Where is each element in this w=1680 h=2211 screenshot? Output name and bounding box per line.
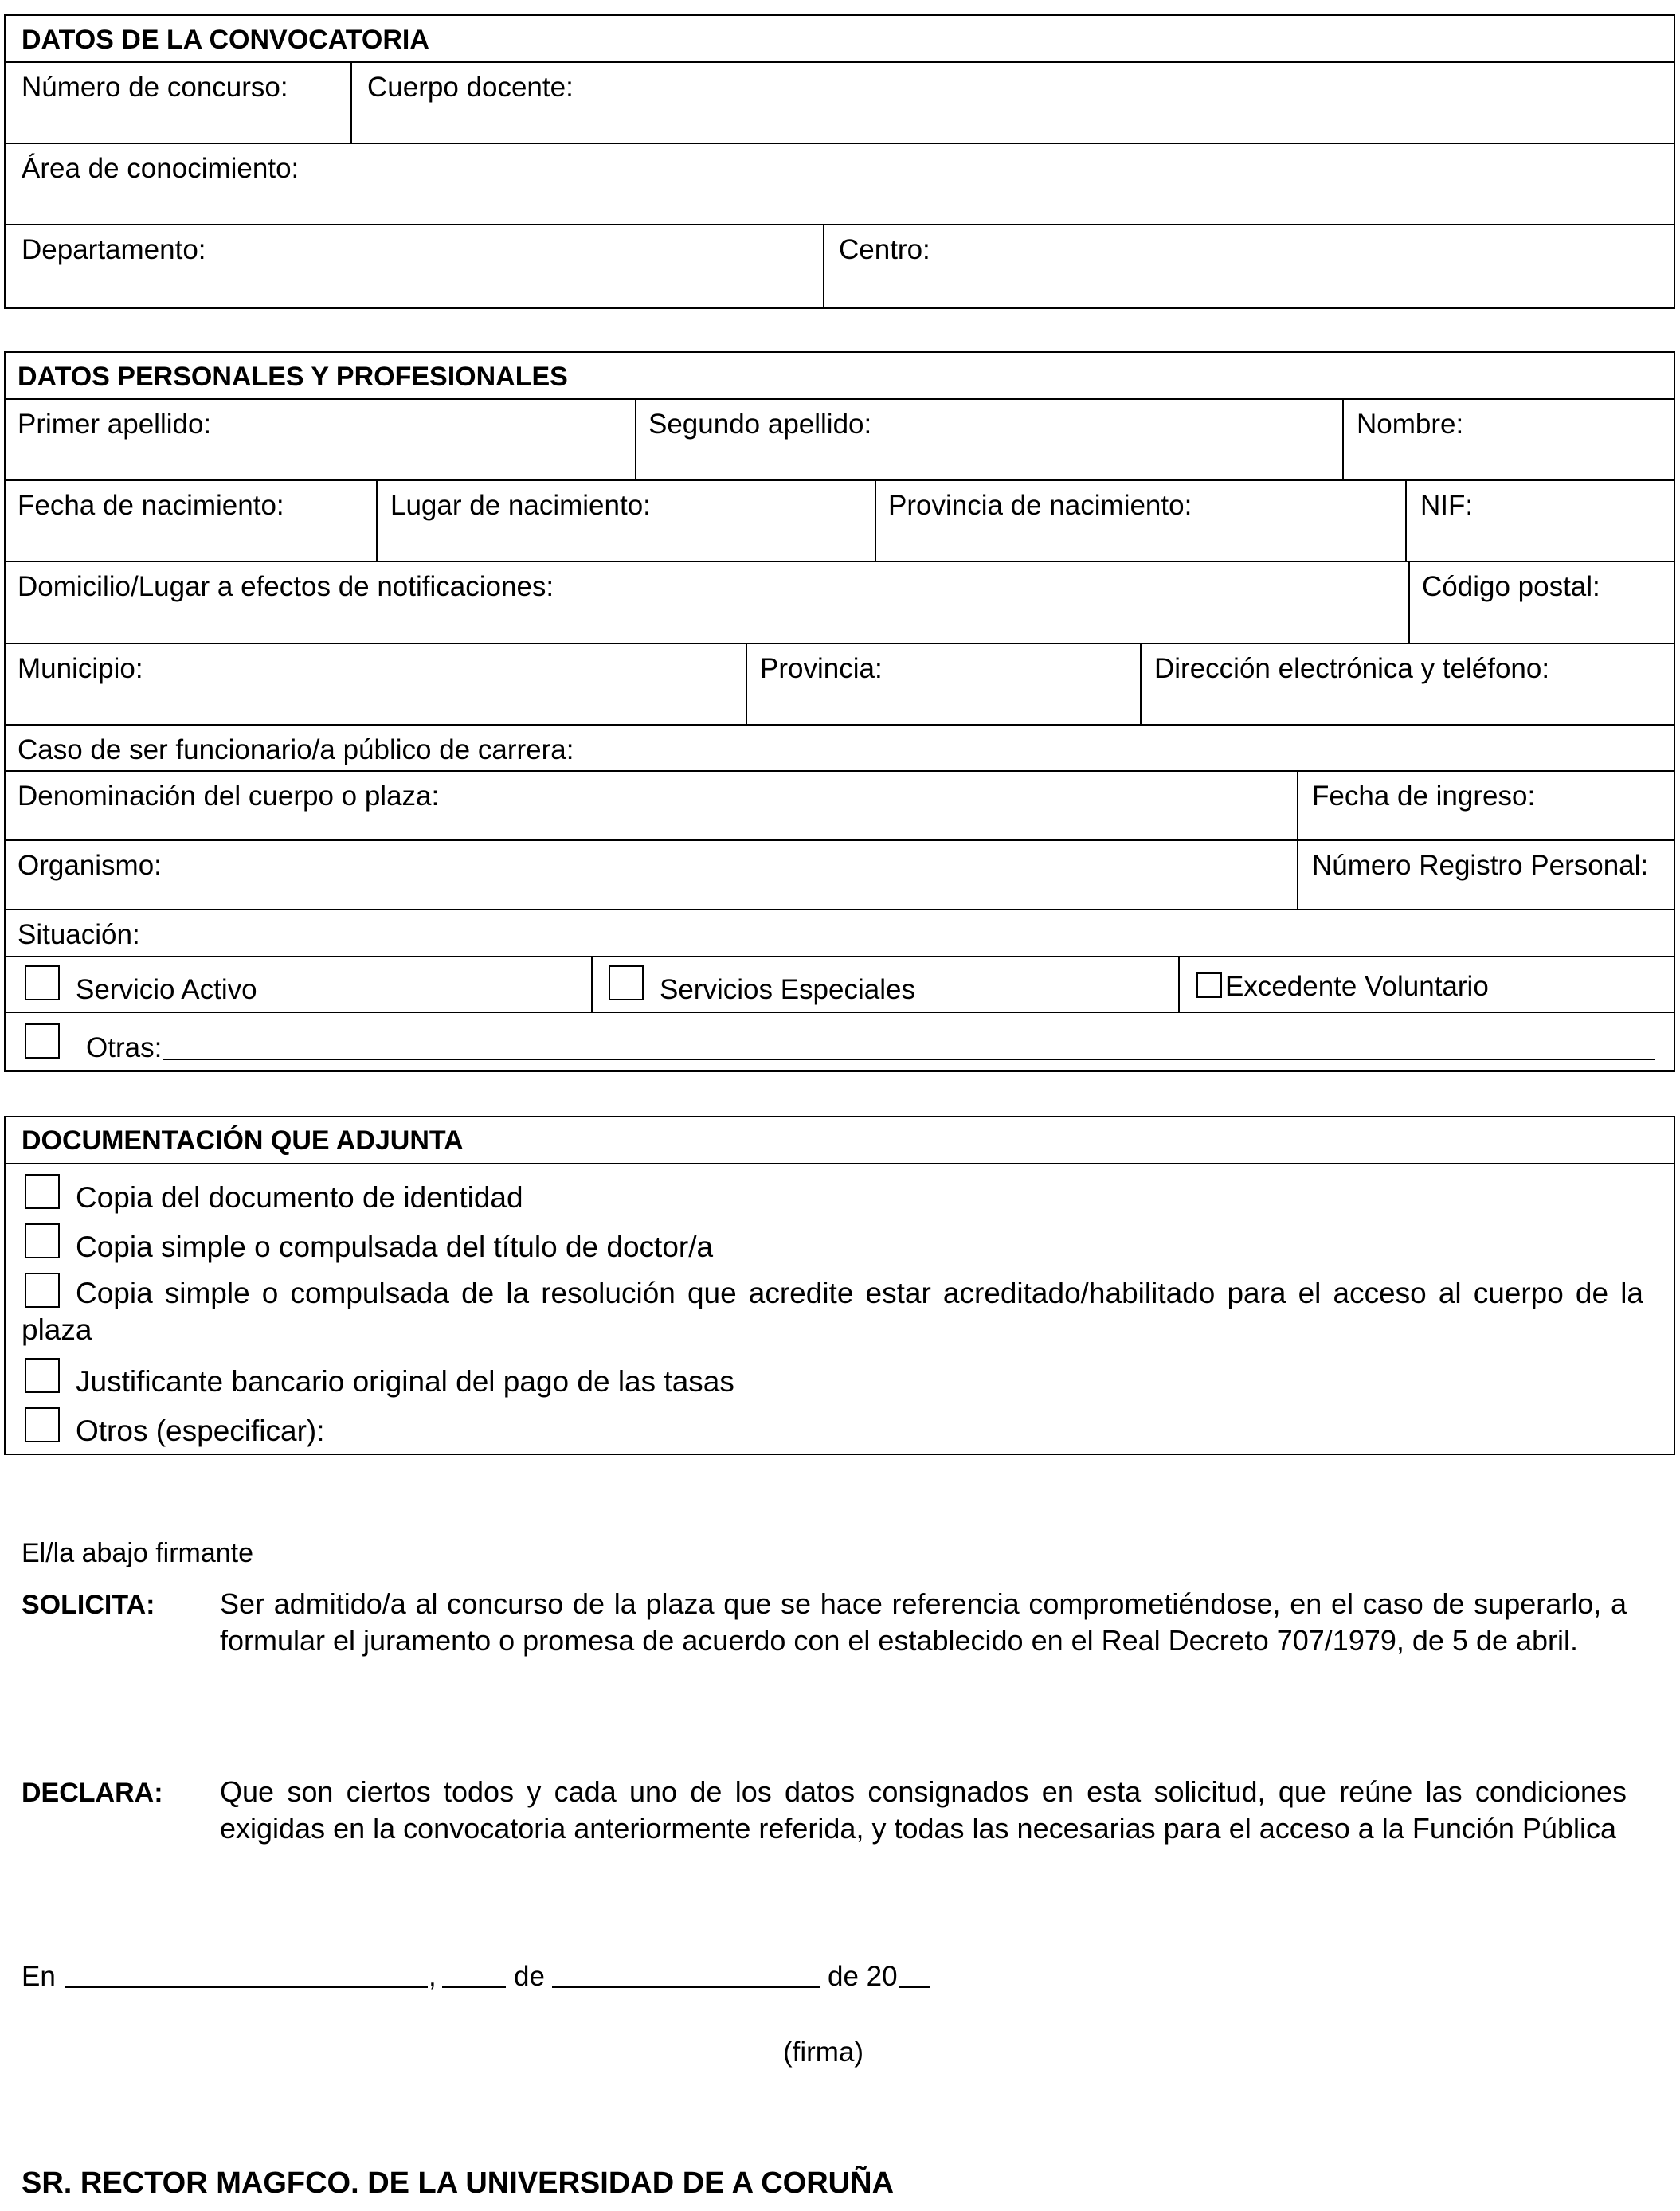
doc-resolucion-label: Copia simple o compulsada de la resolución que acredite estar acreditado/habilitado para el acceso al cuerpo de la plaza (22, 1277, 1643, 1346)
divider (350, 61, 352, 143)
doc-otros-checkbox[interactable] (25, 1407, 60, 1442)
mes-line[interactable] (552, 1986, 820, 1988)
fecha-ingreso-field[interactable]: Fecha de ingreso: (1312, 781, 1536, 812)
divider (4, 224, 1675, 225)
municipio-field[interactable]: Municipio: (18, 653, 143, 684)
doc-titulo-checkbox[interactable] (25, 1223, 60, 1258)
numero-concurso-field[interactable]: Número de concurso: (22, 72, 288, 103)
divider (1178, 956, 1180, 1012)
divider (4, 143, 1675, 144)
centro-field[interactable]: Centro: (839, 234, 930, 265)
destinatario: SR. RECTOR MAGFCO. DE LA UNIVERSIDAD DE A CORUÑA (22, 2166, 895, 2200)
segundo-apellido-field[interactable]: Segundo apellido: (648, 409, 872, 440)
nif-field[interactable]: NIF: (1420, 490, 1474, 521)
divider (1408, 561, 1410, 643)
divider (4, 1012, 1675, 1013)
divider (376, 479, 378, 561)
excedente-voluntario-checkbox[interactable] (1196, 972, 1222, 998)
lugar-line[interactable] (65, 1986, 428, 1988)
doc-titulo-label: Copia simple o compulsada del título de doctor/a (76, 1231, 714, 1263)
divider (4, 770, 1675, 772)
divider (875, 479, 876, 561)
nombre-field[interactable]: Nombre: (1357, 409, 1464, 440)
documentacion-header: DOCUMENTACIÓN QUE ADJUNTA (22, 1125, 464, 1156)
provincia-field[interactable]: Provincia: (760, 653, 883, 684)
direccion-electronica-field[interactable]: Dirección electrónica y teléfono: (1154, 653, 1550, 684)
divider (1297, 770, 1298, 909)
provincia-nacimiento-field[interactable]: Provincia de nacimiento: (888, 490, 1192, 521)
firmante-text: El/la abajo firmante (22, 1538, 254, 1568)
divider (4, 479, 1675, 481)
divider (1140, 643, 1142, 724)
divider (4, 398, 1675, 400)
declara-label: DECLARA: (22, 1778, 163, 1808)
divider (635, 398, 636, 479)
divider (4, 61, 1675, 63)
divider (4, 956, 1675, 957)
doc-justificante-checkbox[interactable] (25, 1358, 60, 1393)
servicio-activo-label: Servicio Activo (76, 974, 257, 1005)
solicita-text: Ser admitido/a al concurso de la plaza que se hace referencia comprometiéndose, en el caso de superarlo, a formular el juramento o promesa de acuerdo con el establecido en el Real Decreto 707/1979, de 5 de abril. (220, 1587, 1627, 1657)
codigo-postal-field[interactable]: Código postal: (1422, 571, 1600, 602)
doc-justificante-label: Justificante bancario original del pago de las tasas (76, 1365, 734, 1398)
dia-line[interactable] (442, 1986, 506, 1988)
servicios-especiales-checkbox[interactable] (609, 965, 644, 1000)
personales-section (4, 351, 1675, 1072)
divider (4, 643, 1675, 644)
servicios-especiales-label: Servicios Especiales (660, 974, 915, 1005)
declara-text: Que son ciertos todos y cada uno de los datos consignados en esta solicitud, que reúne las condiciones exigidas en la convocatoria anteriormente referida, y todas las necesarias para el acceso a la Función Pública (220, 1775, 1627, 1845)
personales-header: DATOS PERSONALES Y PROFESIONALES (18, 362, 568, 392)
fecha-nacimiento-field[interactable]: Fecha de nacimiento: (18, 490, 284, 521)
de-label-2: de 20 (828, 1961, 898, 1992)
caso-funcionario-label: Caso de ser funcionario/a público de carrera: (18, 734, 574, 765)
situacion-label: Situación: (18, 919, 140, 950)
doc-otros-label: Otros (especificar): (76, 1415, 325, 1447)
comma: , (429, 1961, 437, 1992)
numero-registro-field[interactable]: Número Registro Personal: (1312, 850, 1649, 881)
doc-identidad-checkbox[interactable] (25, 1174, 60, 1209)
divider (4, 909, 1675, 910)
divider (4, 561, 1675, 562)
divider (4, 839, 1675, 841)
cuerpo-docente-field[interactable]: Cuerpo docente: (367, 72, 574, 103)
excedente-voluntario-label: Excedente Voluntario (1225, 971, 1489, 1002)
otras-underline[interactable] (163, 1059, 1655, 1060)
divider (1342, 398, 1344, 479)
denominacion-field[interactable]: Denominación del cuerpo o plaza: (18, 781, 440, 812)
anio-line[interactable] (899, 1986, 930, 1988)
domicilio-field[interactable]: Domicilio/Lugar a efectos de notificaciones: (18, 571, 554, 602)
otras-checkbox[interactable] (25, 1023, 60, 1059)
divider (591, 956, 593, 1012)
lugar-prefix: En (22, 1961, 56, 1992)
divider (1405, 479, 1407, 561)
departamento-field[interactable]: Departamento: (22, 234, 206, 265)
organismo-field[interactable]: Organismo: (18, 850, 162, 881)
divider (4, 1163, 1675, 1164)
otras-label: Otras: (86, 1032, 163, 1063)
divider (4, 724, 1675, 726)
solicita-label: SOLICITA: (22, 1590, 155, 1620)
firma-label: (firma) (783, 2037, 864, 2068)
lugar-nacimiento-field[interactable]: Lugar de nacimiento: (390, 490, 651, 521)
divider (823, 224, 824, 309)
divider (746, 643, 747, 724)
primer-apellido-field[interactable]: Primer apellido: (18, 409, 212, 440)
doc-identidad-label: Copia del documento de identidad (76, 1181, 523, 1214)
area-conocimiento-field[interactable]: Área de conocimiento: (22, 153, 300, 184)
servicio-activo-checkbox[interactable] (25, 965, 60, 1000)
de-label-1: de (514, 1961, 545, 1992)
convocatoria-header: DATOS DE LA CONVOCATORIA (22, 25, 429, 55)
